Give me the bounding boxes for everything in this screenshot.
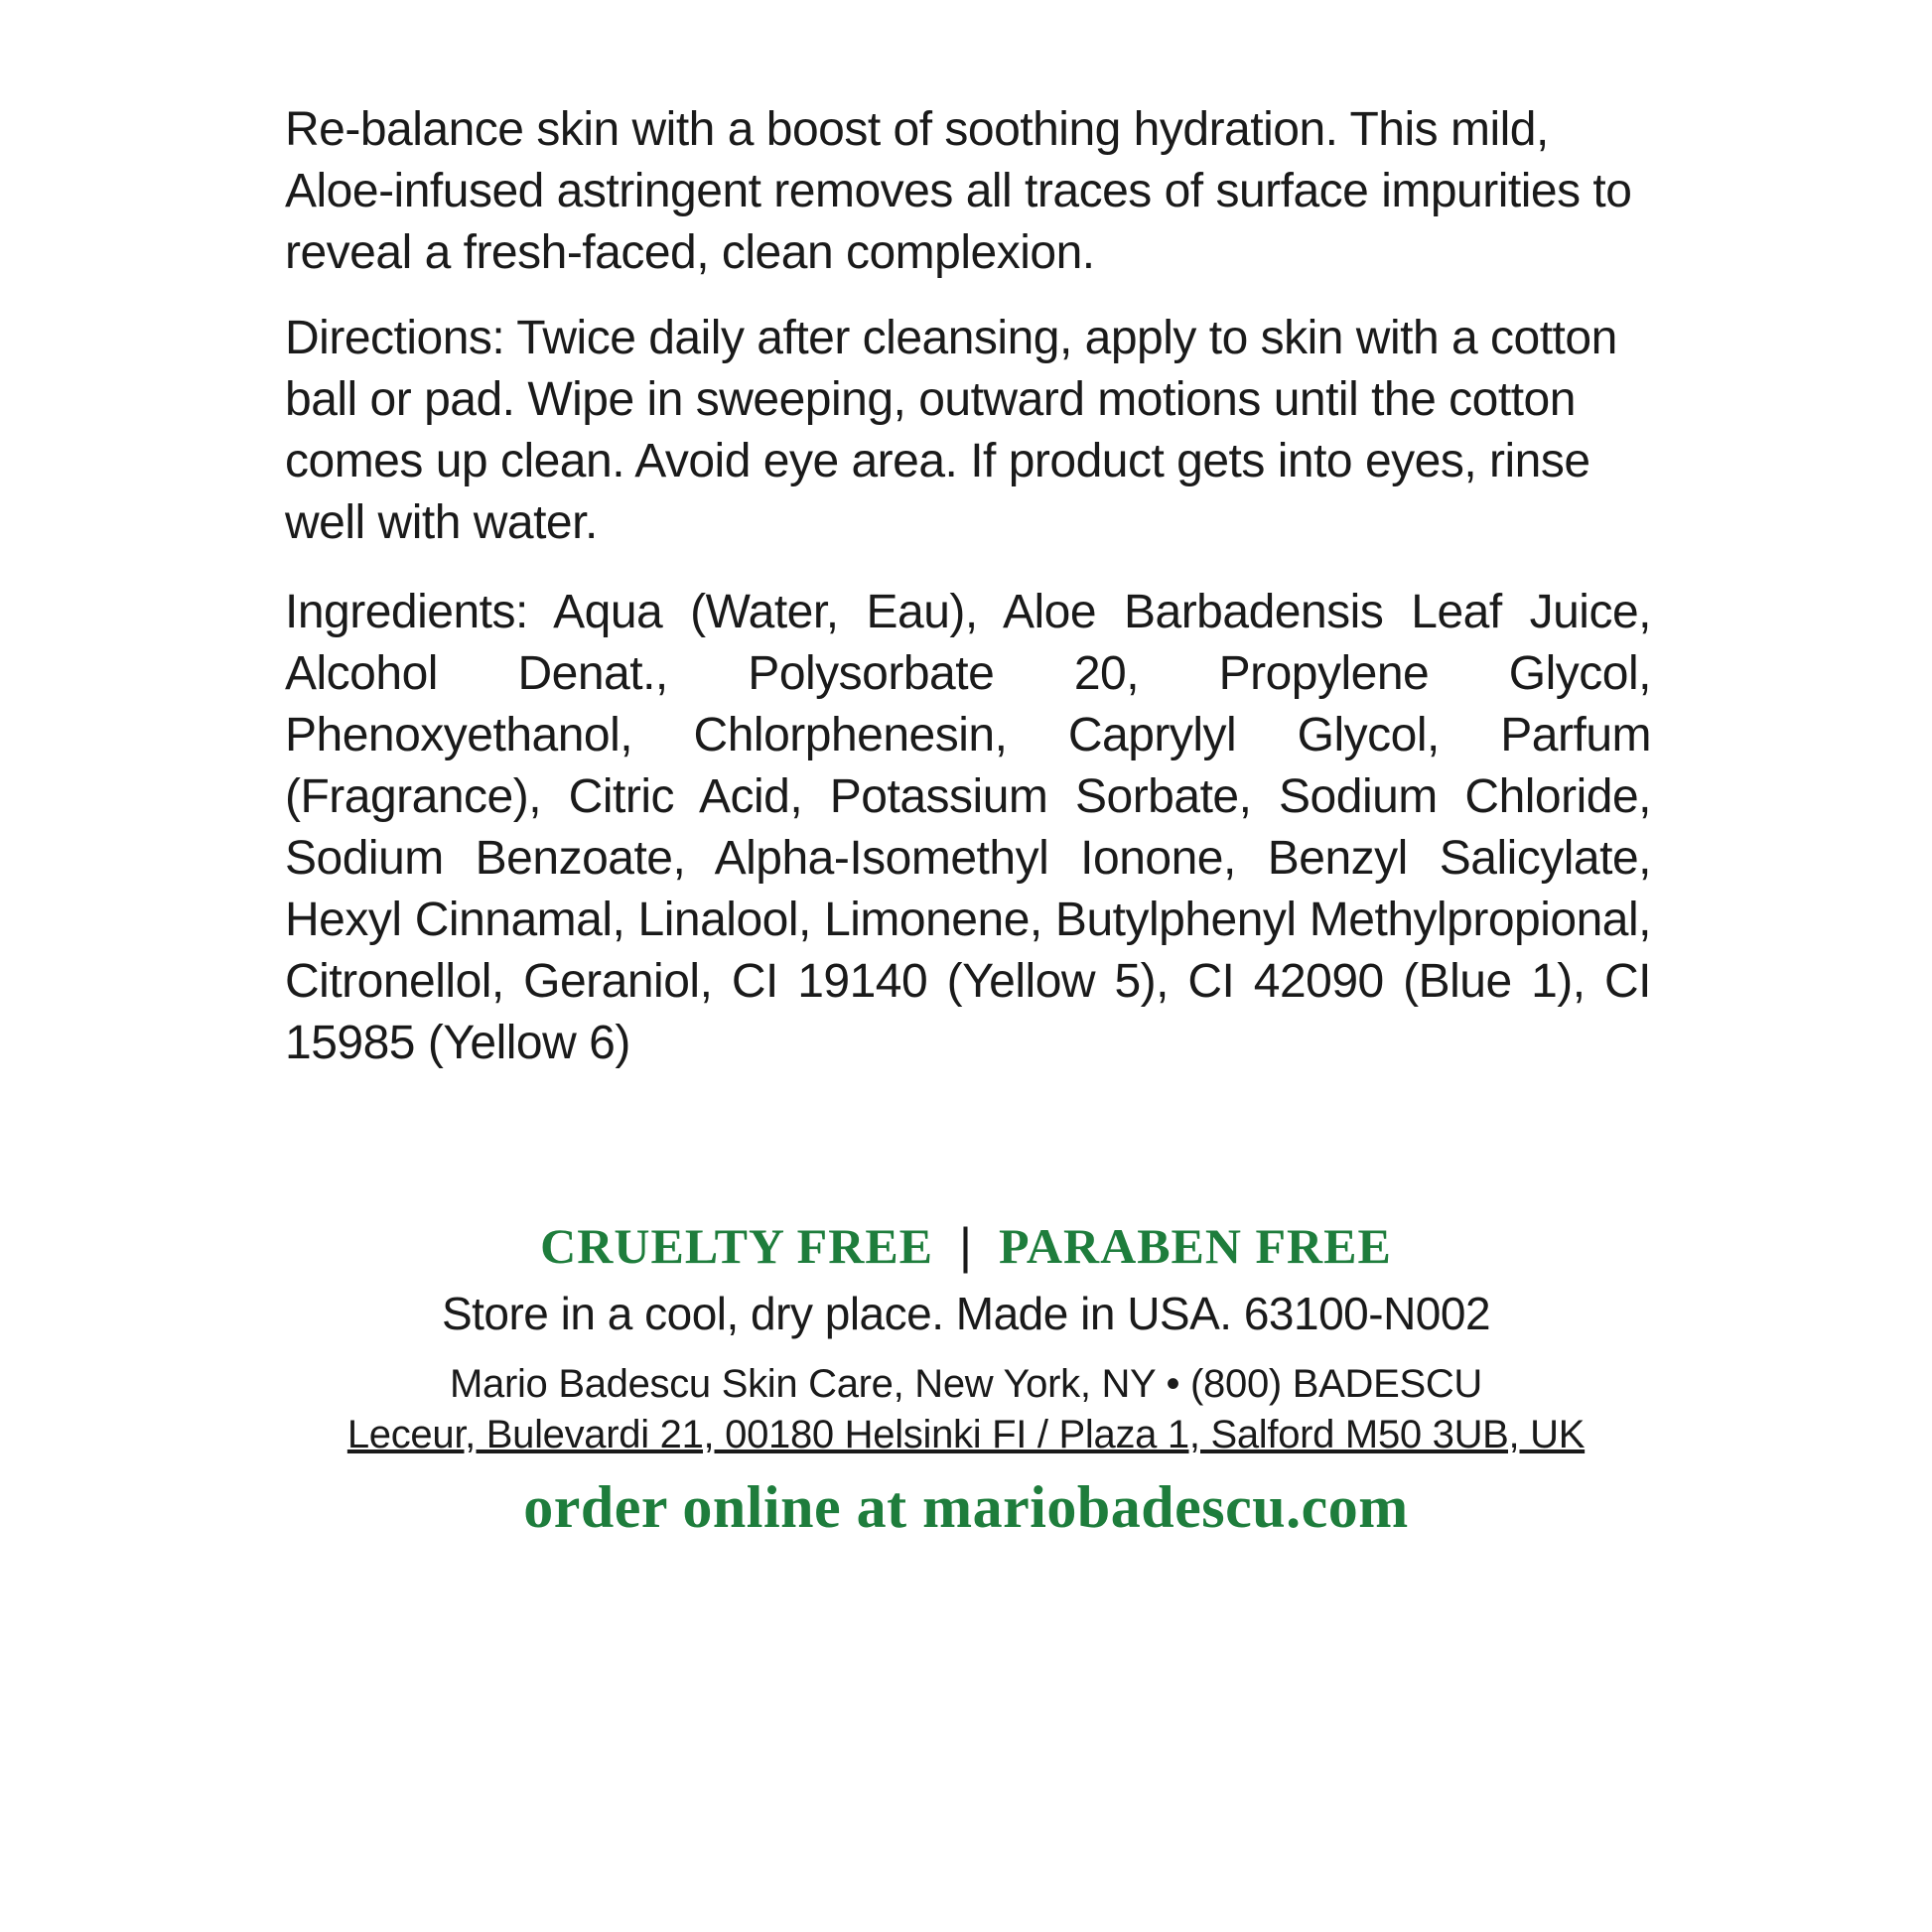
ingredients-paragraph <box>285 582 1651 1074</box>
ingredients-label: Ingredients: <box>285 586 528 638</box>
label-text-block <box>285 99 1651 1074</box>
product-description: Re-balance skin with a boost of soothing hydration. This mild, Aloe-infused astringent removes all traces of surface impurities to reveal a fresh-faced, clean complexion. <box>285 103 1632 279</box>
ingredients-text: Aqua (Water, Eau), Aloe Barbadensis Leaf Juice, Alcohol Denat., Polysorbate 20, Propylene Glycol, Phenoxyethanol, Chlorphenesin, Caprylyl Glycol, Parfum (Fragrance), Citric Acid, Potassium Sorbate, Sodium Chloride, Sodium Benzoate, Alpha-Isomethyl Ionone, Benzyl Salicylate, Hexyl Cinnamal, Linalool, Limonene, Butylphenyl Methylpropional, Citronellol, Geraniol, CI 19140 (Yellow 5), CI 42090 (Blue 1), CI 15985 (Yellow 6) <box>285 586 1651 1069</box>
company-info: Mario Badescu Skin Care, New York, NY • (800) BADESCU <box>449 1362 1483 1406</box>
directions-paragraph <box>285 308 1651 554</box>
paraben-free-claim: PARABEN FREE <box>999 1218 1392 1274</box>
storage-instructions: Store in a cool, dry place. Made in USA. 63100-N002 <box>441 1288 1491 1339</box>
directions-text: Twice daily after cleansing, apply to skin with a cotton ball or pad. Wipe in sweeping, outward motions until the cotton comes up clean. Avoid eye area. If product gets into eyes, rinse well with water. <box>285 312 1617 549</box>
product-claims <box>0 1211 1932 1281</box>
order-online-text: order online at mariobadescu.com <box>523 1474 1409 1540</box>
cruelty-free-claim: CRUELTY FREE <box>540 1218 934 1274</box>
distributor-addresses: Leceur, Bulevardi 21, 00180 Helsinki FI / Plaza 1, Salford M50 3UB, UK <box>346 1413 1586 1456</box>
directions-label: Directions: <box>285 312 505 364</box>
label-footer <box>0 1211 1932 1547</box>
claims-separator: | <box>959 1218 974 1274</box>
